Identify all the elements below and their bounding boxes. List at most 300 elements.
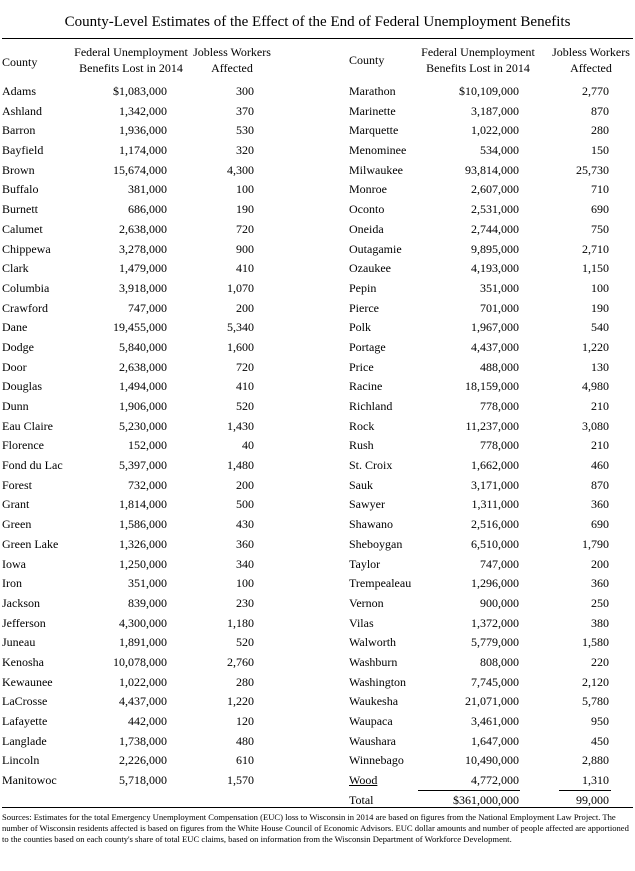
table-row [349,102,635,122]
benefits-cell: 488,000 [480,359,519,374]
table-row [349,653,635,673]
county-cell: Outagamie [349,241,402,256]
benefits-cell: 3,918,000 [119,280,167,295]
benefits-cell: 2,516,000 [471,517,519,532]
county-cell: Menominee [349,143,407,158]
county-cell: Pepin [349,280,377,295]
county-cell: Lafayette [2,714,48,728]
benefits-cell: 1,814,000 [119,497,167,512]
table-row [349,594,635,614]
county-header: County [2,55,38,69]
benefits-cell: 10,490,000 [465,753,519,768]
county-cell: Dodge [2,339,34,354]
workers-cell: 200 [591,556,609,571]
table-row [349,121,635,141]
benefits-cell: 2,226,000 [119,753,167,768]
workers-cell: 710 [591,182,609,197]
benefits-cell: 839,000 [128,595,167,610]
benefits-cell: 4,772,000 [471,773,519,788]
benefits-cell: $1,083,000 [113,84,167,98]
table-row [2,121,302,141]
county-header: County [349,53,385,67]
workers-cell: 380 [591,615,609,630]
workers-cell: 950 [591,714,609,728]
benefits-cell: 534,000 [480,143,519,158]
workers-cell: 1,570 [227,773,254,788]
table-row [2,141,302,161]
workers-cell: 870 [591,103,609,118]
county-cell: Richland [349,399,393,413]
benefits-cell: 21,071,000 [465,694,519,709]
county-cell: Waupaca [349,714,393,728]
county-cell: Milwaukee [349,162,403,177]
county-cell: Shawano [349,517,393,532]
county-cell: Rock [349,418,375,433]
table-row [2,417,302,437]
county-cell: Barron [2,123,36,138]
county-cell: Kenosha [2,654,44,669]
table-row [2,397,302,417]
county-cell: Racine [349,379,383,394]
county-cell: Sauk [349,477,373,492]
benefits-cell: 1,022,000 [471,123,519,138]
benefits-cell: 2,607,000 [471,182,519,197]
workers-cell: 250 [591,595,609,610]
county-cell: Oneida [349,221,384,236]
table-row [349,712,635,732]
benefits-cell: 1,342,000 [119,103,167,118]
table-row [349,200,635,220]
table-row [349,771,635,791]
county-cell: Juneau [2,635,36,650]
workers-cell: 210 [591,399,609,413]
county-cell: Pierce [349,300,379,315]
benefits-cell: 1,647,000 [471,733,519,748]
benefits-cell: 1,372,000 [471,615,519,630]
county-cell: Ozaukee [349,261,391,276]
table-row [349,555,635,575]
workers-cell: 1,790 [582,536,609,551]
benefits-cell: 7,745,000 [471,674,519,689]
benefits-cell: 2,638,000 [119,359,167,374]
benefits-cell: 701,000 [480,300,519,315]
county-cell: Brown [2,162,35,177]
benefits-cell: 10,078,000 [113,654,167,669]
workers-cell: 190 [236,202,254,217]
benefits-cell: 1,174,000 [119,143,167,158]
benefits-cell: 152,000 [128,438,167,453]
total-workers: 99,000 [576,792,609,807]
workers-cell: 1,070 [227,280,254,295]
left-table-body [2,82,302,791]
workers-cell: 2,710 [582,241,609,256]
table-row [2,200,302,220]
workers-cell: 1,150 [582,261,609,276]
workers-cell: 130 [591,359,609,374]
right-table-header [349,44,635,82]
county-cell: Buffalo [2,182,39,197]
table-row [349,515,635,535]
workers-cell: 1,600 [227,339,254,354]
workers-cell: 340 [236,556,254,571]
county-cell: Iron [2,576,22,591]
workers-cell: 410 [236,261,254,276]
benefits-header-line1: Federal Unemployment [421,45,535,59]
county-cell: Winnebago [349,753,404,768]
workers-cell: 1,580 [582,635,609,650]
table-row [2,712,302,732]
county-cell: Forest [2,477,32,492]
county-cell: Burnett [2,202,38,217]
left-table-header [2,44,302,82]
workers-cell: 360 [236,536,254,551]
workers-cell: 100 [236,576,254,591]
workers-cell: 3,080 [582,418,609,433]
workers-cell: 2,770 [582,84,609,98]
workers-cell: 1,310 [582,773,609,788]
workers-cell: 2,760 [227,654,254,669]
benefits-cell: 5,230,000 [119,418,167,433]
county-cell: Waushara [349,733,397,748]
county-cell: Eau Claire [2,418,53,433]
benefits-cell: 747,000 [480,556,519,571]
table-row [349,495,635,515]
workers-cell: 360 [591,497,609,512]
table-row [2,515,302,535]
table-row [2,633,302,653]
county-cell: Jackson [2,595,40,610]
table-row [2,594,302,614]
table-row [2,82,302,102]
county-cell: St. Croix [349,458,393,473]
workers-cell: 2,120 [582,674,609,689]
table-row [2,161,302,181]
workers-cell: 540 [591,320,609,335]
workers-cell: 210 [591,438,609,453]
benefits-cell: 18,159,000 [465,379,519,394]
benefits-cell: 1,662,000 [471,458,519,473]
bottom-rule [2,807,633,808]
table-row [349,417,635,437]
benefits-cell: 351,000 [480,280,519,295]
table-row [349,259,635,279]
workers-cell: 320 [236,143,254,158]
benefits-cell: 442,000 [128,714,167,728]
benefits-cell: 3,171,000 [471,477,519,492]
workers-cell: 1,180 [227,615,254,630]
table-row [2,436,302,456]
workers-cell: 220 [591,654,609,669]
workers-cell: 360 [591,576,609,591]
sources-note: Sources: Estimates for the total Emergency Unemployment Compensation (EUC) loss to Wisconsin in 2014 are based on figures from the National Employment Law Project. The number of Wisconsin residents affected is based on figures from the White House Council of Economic Advisors. EUC dollar amounts and number of people affected are apportioned to the counties based on each county's share of total EUC claims, based on information from the Wisconsin Department of Workforce Development. [2,812,629,844]
workers-cell: 4,300 [227,162,254,177]
benefits-cell: 11,237,000 [465,418,519,433]
table-row [2,240,302,260]
county-cell: Fond du Lac [2,458,63,473]
benefits-cell: 9,895,000 [471,241,519,256]
county-cell: Chippewa [2,241,51,256]
county-cell: Walworth [349,635,397,650]
table-row [349,732,635,752]
benefits-cell: 5,779,000 [471,635,519,650]
workers-cell: 100 [236,182,254,197]
workers-cell: 450 [591,733,609,748]
workers-cell: 150 [591,143,609,158]
workers-cell: 5,340 [227,320,254,335]
table-row [349,614,635,634]
benefits-cell: 4,437,000 [471,339,519,354]
benefits-cell: 2,531,000 [471,202,519,217]
benefits-cell: $10,109,000 [459,84,519,98]
county-cell: Calumet [2,221,43,236]
county-cell: Bayfield [2,143,44,158]
county-cell: Adams [2,84,36,98]
table-row [349,141,635,161]
left-table [2,44,302,791]
benefits-header-line2: Benefits Lost in 2014 [79,61,183,75]
county-cell: Florence [2,438,44,453]
table-row [349,82,635,102]
right-table-body [349,82,635,791]
table-row [349,338,635,358]
workers-cell: 190 [591,300,609,315]
county-cell: Monroe [349,182,387,197]
county-cell: Vernon [349,595,384,610]
workers-header-line1: Jobless Workers [193,45,271,59]
table-row [2,535,302,555]
table-row [2,220,302,240]
workers-cell: 370 [236,103,254,118]
county-cell: Douglas [2,379,42,394]
table-row [2,614,302,634]
county-cell: Portage [349,339,386,354]
county-cell: Dane [2,320,28,335]
benefits-cell: 1,906,000 [119,399,167,413]
county-cell: LaCrosse [2,694,48,709]
workers-cell: 690 [591,517,609,532]
benefits-cell: 778,000 [480,399,519,413]
benefits-cell: 1,586,000 [119,517,167,532]
benefits-cell: 1,296,000 [471,576,519,591]
top-rule [2,38,633,39]
benefits-cell: 381,000 [128,182,167,197]
workers-cell: 610 [236,753,254,768]
workers-cell: 120 [236,714,254,728]
benefits-cell: 6,510,000 [471,536,519,551]
workers-cell: 530 [236,123,254,138]
workers-cell: 1,220 [582,339,609,354]
table-row [349,240,635,260]
workers-cell: 750 [591,221,609,236]
county-cell: Crawford [2,300,48,315]
benefits-header-line1: Federal Unemployment [74,45,188,59]
benefits-cell: 1,891,000 [119,635,167,650]
county-cell: Marquette [349,123,399,138]
benefits-header-line2: Benefits Lost in 2014 [426,61,530,75]
benefits-cell: 808,000 [480,654,519,669]
benefits-cell: 1,494,000 [119,379,167,394]
table-row [2,574,302,594]
county-cell: Clark [2,261,29,276]
benefits-cell: 19,455,000 [113,320,167,335]
table-row [2,673,302,693]
county-cell: Waukesha [349,694,399,709]
workers-cell: 690 [591,202,609,217]
benefits-cell: 2,744,000 [471,221,519,236]
table-row [2,771,302,791]
workers-cell: 1,480 [227,458,254,473]
workers-cell: 280 [591,123,609,138]
benefits-cell: 3,461,000 [471,714,519,728]
workers-cell: 870 [591,477,609,492]
total-label: Total [349,792,374,807]
table-row [349,535,635,555]
workers-cell: 720 [236,359,254,374]
table-row [349,220,635,240]
county-cell: Dunn [2,399,29,413]
workers-cell: 40 [242,438,254,453]
table-row [349,574,635,594]
county-cell: Polk [349,320,372,335]
table-row [349,358,635,378]
county-cell: Vilas [349,615,374,630]
workers-header-line1: Jobless Workers [552,45,630,59]
table-row [2,102,302,122]
table-row [349,436,635,456]
workers-cell: 5,780 [582,694,609,709]
workers-cell: 1,220 [227,694,254,709]
benefits-cell: 1,738,000 [119,733,167,748]
table-row [2,495,302,515]
workers-cell: 480 [236,733,254,748]
workers-cell: 460 [591,458,609,473]
county-cell: Oconto [349,202,385,217]
benefits-cell: 5,397,000 [119,458,167,473]
county-cell: Green Lake [2,536,59,551]
table-row [2,318,302,338]
table-row [2,279,302,299]
workers-cell: 200 [236,300,254,315]
workers-header-line2: Affected [211,61,253,75]
benefits-cell: 1,326,000 [119,536,167,551]
county-cell: Wood [349,773,378,788]
table-row [349,161,635,181]
county-cell: Jefferson [2,615,46,630]
county-cell: Washburn [349,654,398,669]
benefits-cell: 2,638,000 [119,221,167,236]
workers-cell: 300 [236,84,254,98]
table-row [349,692,635,712]
county-cell: Langlade [2,733,47,748]
county-cell: Marathon [349,84,396,98]
county-cell: Marinette [349,103,396,118]
benefits-cell: 778,000 [480,438,519,453]
county-cell: Door [2,359,27,374]
page-title: County-Level Estimates of the Effect of the End of Federal Unemployment Benefits [64,14,571,30]
table-row [2,338,302,358]
table-row [349,397,635,417]
benefits-cell: 4,300,000 [119,615,167,630]
county-cell: Kewaunee [2,674,53,689]
workers-cell: 2,880 [582,753,609,768]
table-row [2,751,302,771]
table-row [349,318,635,338]
workers-header-line2: Affected [570,61,612,75]
workers-cell: 720 [236,221,254,236]
workers-cell: 280 [236,674,254,689]
benefits-cell: 732,000 [128,477,167,492]
workers-cell: 1,430 [227,418,254,433]
county-cell: Manitowoc [2,773,57,788]
table-row [349,377,635,397]
benefits-cell: 3,278,000 [119,241,167,256]
table-row [2,456,302,476]
benefits-cell: 1,250,000 [119,556,167,571]
total-benefits: $361,000,000 [453,792,519,807]
table-row [2,259,302,279]
benefits-cell: 5,840,000 [119,339,167,354]
benefits-cell: 1,936,000 [119,123,167,138]
table-row [2,653,302,673]
county-cell: Rush [349,438,374,453]
benefits-cell: 351,000 [128,576,167,591]
county-cell: Iowa [2,556,26,571]
county-cell: Sheboygan [349,536,403,551]
benefits-cell: 747,000 [128,300,167,315]
county-cell: Columbia [2,280,50,295]
benefits-cell: 15,674,000 [113,162,167,177]
workers-cell: 410 [236,379,254,394]
table-row [2,476,302,496]
benefits-cell: 3,187,000 [471,103,519,118]
table-row [349,751,635,771]
table-row [2,555,302,575]
table-row [349,279,635,299]
workers-cell: 500 [236,497,254,512]
county-cell: Ashland [2,103,42,118]
benefits-cell: 4,193,000 [471,261,519,276]
benefits-cell: 5,718,000 [119,773,167,788]
county-cell: Sawyer [349,497,385,512]
table-row [349,180,635,200]
benefits-cell: 4,437,000 [119,694,167,709]
county-cell: Grant [2,497,30,512]
benefits-cell: 1,022,000 [119,674,167,689]
workers-cell: 900 [236,241,254,256]
table-row [2,358,302,378]
benefits-cell: 1,479,000 [119,261,167,276]
table-row [2,692,302,712]
workers-cell: 230 [236,595,254,610]
benefits-cell: 1,967,000 [471,320,519,335]
table-row [2,732,302,752]
workers-cell: 520 [236,635,254,650]
table-row [2,299,302,319]
table-row [349,456,635,476]
table-row [2,377,302,397]
workers-cell: 430 [236,517,254,532]
table-row [349,476,635,496]
right-table [349,44,635,810]
benefits-cell: 93,814,000 [465,162,519,177]
county-cell: Trempealeau [349,576,412,591]
workers-cell: 100 [591,280,609,295]
benefits-cell: 686,000 [128,202,167,217]
county-cell: Price [349,359,374,374]
table-row [2,180,302,200]
county-cell: Taylor [349,556,381,571]
benefits-cell: 900,000 [480,595,519,610]
